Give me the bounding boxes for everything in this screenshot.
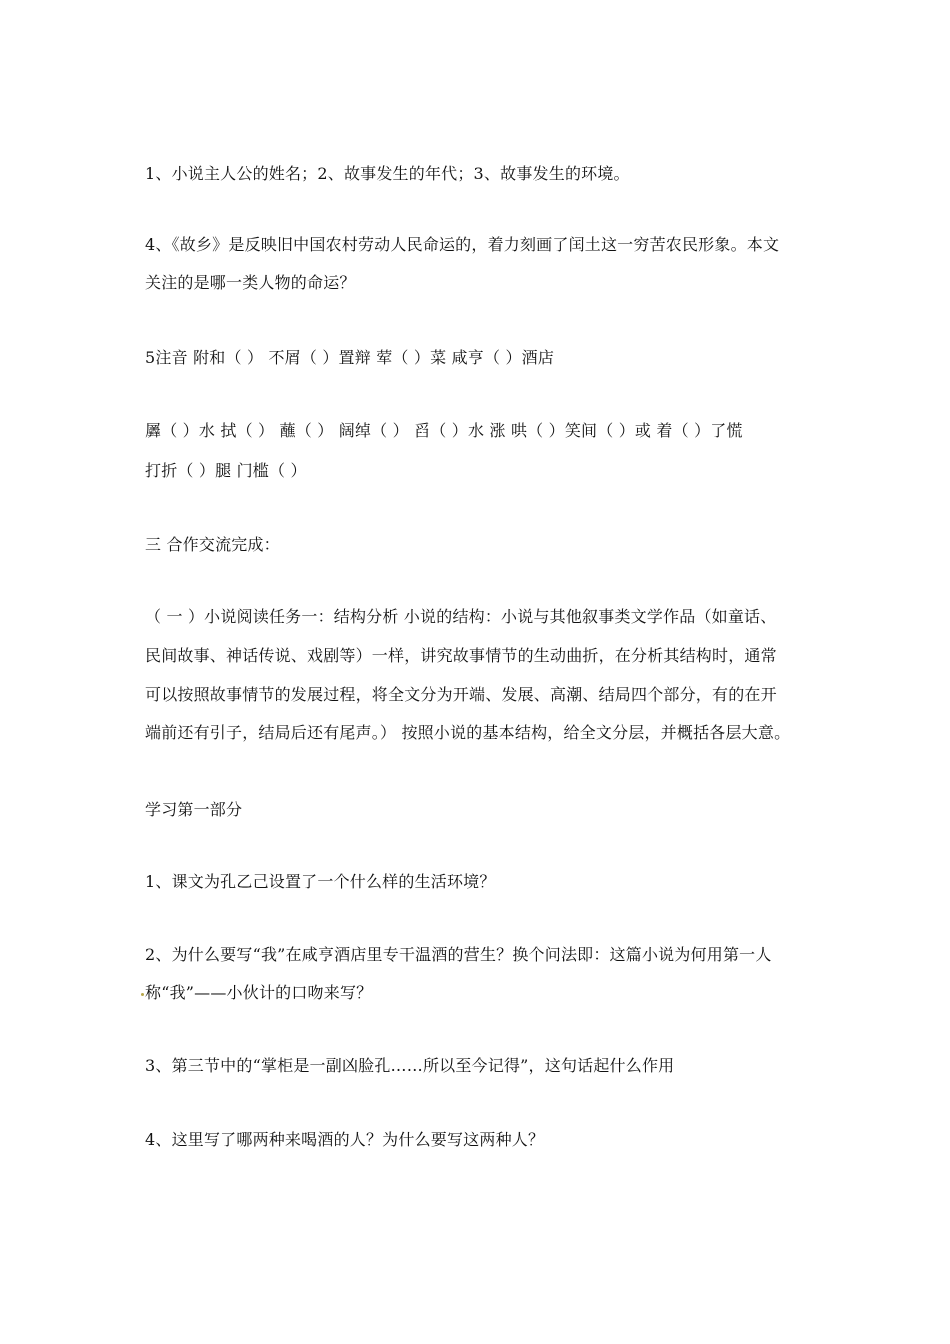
- part-one-heading: 学习第一部分: [145, 800, 243, 819]
- pinyin-task-line-1: 5注音 附和（ ） 不屑（ ）置辩 荤（ ）菜 咸亨（ ）酒店: [145, 348, 555, 367]
- part-one-question-2-line-2: 称“我”——小伙计的口吻来写？: [145, 983, 373, 1002]
- part-one-question-2-line-1: 2、为什么要写“我”在咸亨酒店里专干温酒的营生？换个问法即：这篇小说为何用第一人: [145, 945, 772, 964]
- part-one-question-4: 4、这里写了哪两种来喝酒的人？为什么要写这两种人？: [145, 1130, 545, 1149]
- ink-dot: [141, 993, 144, 996]
- task-one-line-1: （ 一 ）小说阅读任务一：结构分析 小说的结构：小说与其他叙事类文学作品（如童话、: [145, 607, 777, 626]
- part-one-question-1: 1、课文为孔乙己设置了一个什么样的生活环境？: [145, 872, 496, 891]
- question-1-3: 1、小说主人公的姓名；2、故事发生的年代；3、故事发生的环境。: [145, 164, 630, 183]
- part-one-question-3: 3、第三节中的“掌柜是一副凶脸孔……所以至今记得”，这句话起什么作用: [145, 1056, 675, 1075]
- question-4-line-2: 关注的是哪一类人物的命运？: [145, 273, 356, 292]
- pinyin-task-line-3: 打折（ ）腿 门槛（ ）: [145, 461, 307, 480]
- question-4-line-1: 4、《故乡》是反映旧中国农村劳动人民命运的，着力刻画了闰土这一穷苦农民形象。本文: [145, 235, 780, 254]
- task-one-line-4: 端前还有引子，结局后还有尾声。） 按照小说的基本结构，给全文分层，并概括各层大意。: [145, 723, 791, 742]
- task-one-line-3: 可以按照故事情节的发展过程，将全文分为开端、发展、高潮、结局四个部分，有的在开: [145, 685, 777, 704]
- task-one-line-2: 民间故事、神话传说、戏剧等）一样，讲究故事情节的生动曲折，在分析其结构时，通常: [145, 646, 777, 665]
- section-three-heading: 三 合作交流完成：: [145, 535, 280, 554]
- pinyin-task-line-2: 羼（ ）水 拭（ ） 蘸（ ） 阔绰（ ） 舀（ ）水 涨 哄（ ）笑间（ ）或 着（ ）了慌: [145, 421, 743, 440]
